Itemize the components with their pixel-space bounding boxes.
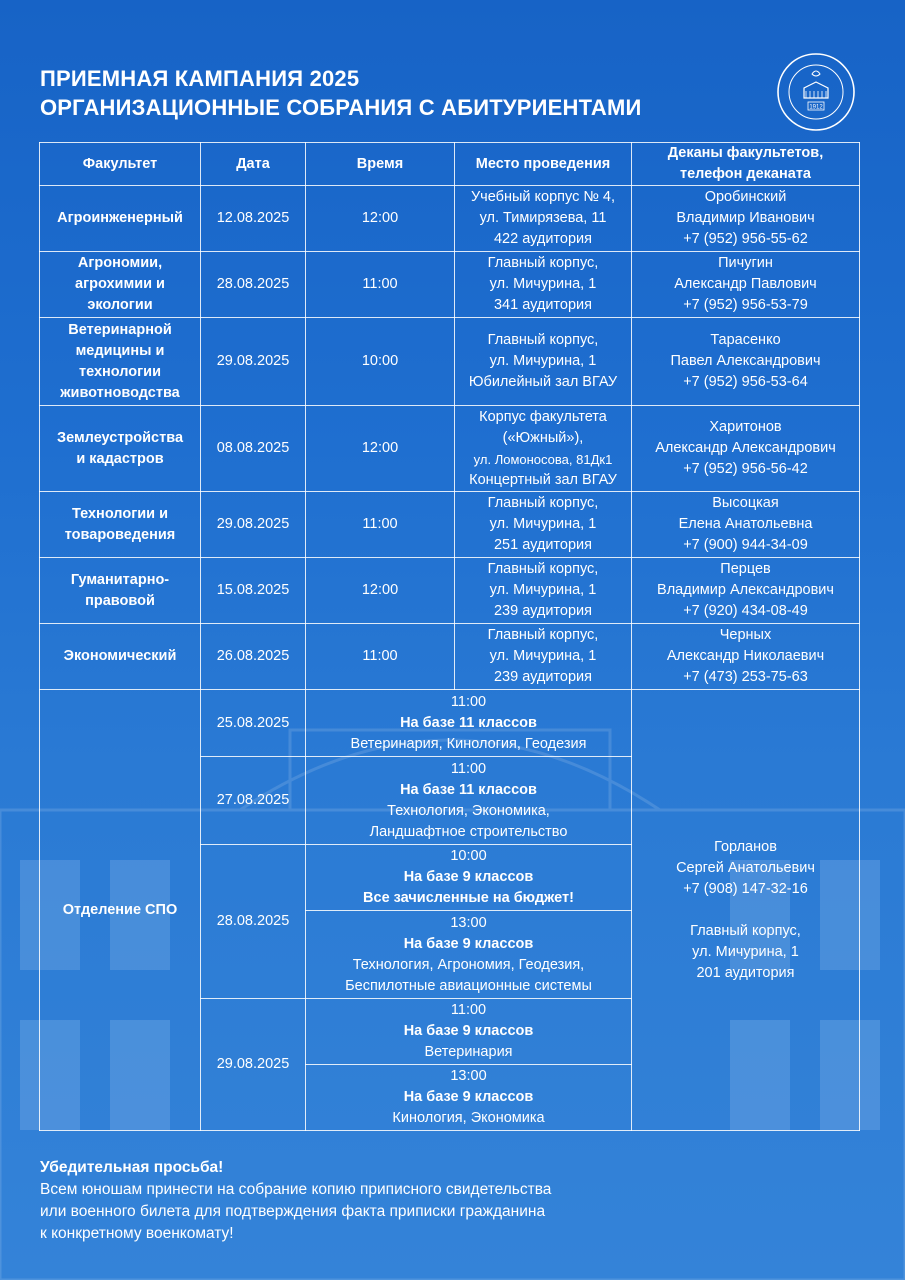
dean-line: Перцев	[720, 561, 771, 577]
dean-line: Высоцкая	[712, 495, 779, 511]
spo-session-time: 13:00	[450, 1068, 487, 1084]
table-row	[40, 186, 860, 252]
spo-session-base: На базе 9 классов	[403, 869, 534, 885]
faculty-cell	[40, 492, 201, 558]
spo-session-cell	[306, 690, 632, 757]
dean-phone: +7 (908) 147-32-16	[683, 880, 808, 897]
place-cell	[455, 492, 632, 558]
faculty-line: медицины и	[75, 342, 165, 359]
dean-cell	[632, 186, 860, 252]
faculty-cell	[40, 558, 201, 624]
faculty-line: Землеустройства	[56, 429, 184, 446]
dean-line: Пичугин	[718, 255, 773, 271]
faculty-line: животноводства	[60, 384, 180, 401]
spo-session-info: Ветеринария, Кинология, Геодезия	[350, 735, 587, 752]
spo-session-base: На базе 9 классов	[403, 1023, 534, 1039]
dean-phone: +7 (952) 956-53-64	[683, 374, 808, 390]
date-cell: 28.08.2025	[201, 252, 306, 318]
spo-session-base: На базе 9 классов	[403, 1089, 534, 1105]
notice-line: к конкретному военкомату!	[40, 1225, 234, 1242]
dean-cell	[632, 492, 860, 558]
dean-line: Владимир Иванович	[676, 210, 815, 226]
place-line: ул. Мичурина, 1	[489, 353, 597, 369]
place-cell	[455, 406, 632, 492]
spo-session-info: Все зачисленные на бюджет!	[363, 890, 574, 906]
spo-session-base: На базе 11 классов	[400, 714, 537, 731]
place-line: Главный корпус,	[487, 495, 599, 511]
spo-dean-cell	[632, 690, 860, 1131]
date-cell: 29.08.2025	[201, 318, 306, 406]
dean-line: Оробинский	[704, 189, 787, 205]
header-dean	[632, 143, 860, 186]
spo-session-info: Технология, Агрономия, Геодезия,	[352, 956, 585, 973]
notice-line: или военного билета для подтверждения факта приписки гражданина	[40, 1203, 546, 1220]
spo-date-cell: 29.08.2025	[201, 999, 306, 1131]
time-cell: 12:00	[306, 406, 455, 492]
faculty-line: правовой	[85, 592, 155, 609]
place-line: 422 аудитория	[493, 231, 592, 247]
dean-line: Сергей Анатольевич	[676, 859, 815, 876]
spo-session-time: 11:00	[450, 693, 487, 710]
spo-session-base: На базе 9 классов	[403, 935, 534, 952]
place-line: Юбилейный зал ВГАУ	[468, 374, 618, 390]
dean-line: Александр Александрович	[655, 440, 836, 456]
table-row	[40, 492, 860, 558]
header-place: Место проведения	[455, 143, 632, 186]
time-cell: 12:00	[306, 558, 455, 624]
notice-block	[40, 1157, 551, 1245]
faculty-cell	[40, 186, 201, 252]
spo-date-cell: 27.08.2025	[201, 757, 306, 845]
spo-date-cell: 25.08.2025	[201, 690, 306, 757]
university-logo-icon	[776, 52, 856, 132]
dean-line: Горланов	[714, 838, 777, 855]
dean-cell	[632, 558, 860, 624]
faculty-line: технологии	[78, 363, 162, 380]
spo-session-info: Беспилотные авиационные системы	[345, 977, 592, 994]
date-cell: 08.08.2025	[201, 406, 306, 492]
place-line: 239 аудитория	[493, 603, 592, 619]
place-line: Учебный корпус № 4,	[470, 189, 616, 205]
faculty-line: экологии	[87, 297, 153, 313]
faculty-line: Экономический	[63, 648, 177, 664]
place-line: Главный корпус,	[487, 561, 599, 577]
spo-session-cell	[306, 911, 632, 999]
time-cell: 12:00	[306, 186, 455, 252]
place-cell	[455, 252, 632, 318]
faculty-line: Агроинженерный	[57, 210, 183, 226]
dean-line: Харитонов	[709, 419, 782, 435]
faculty-line: Ветеринарной	[68, 321, 172, 338]
notice-heading: Убедительная просьба!	[40, 1159, 224, 1176]
place-line: Главный корпус,	[487, 627, 599, 643]
place-line: 341 аудитория	[493, 297, 592, 313]
place-line: Главный корпус,	[487, 332, 599, 348]
header-dean-line-1: Деканы факультетов,	[667, 145, 824, 161]
dean-cell	[632, 318, 860, 406]
place-line: ул. Тимирязева, 11	[479, 210, 607, 226]
faculty-line: и кадастров	[76, 450, 164, 467]
header-dean-line-2: телефон деканата	[680, 166, 811, 182]
place-cell	[455, 558, 632, 624]
dean-line: Елена Анатольевна	[678, 516, 813, 532]
spo-session-info: Технология, Экономика,	[387, 802, 550, 819]
spo-session-info: Ландшафтное строительство	[369, 823, 568, 840]
dean-line: Павел Александрович	[670, 353, 821, 369]
spo-date-cell: 28.08.2025	[201, 845, 306, 999]
place-line: Концертный зал ВГАУ	[469, 471, 617, 488]
dean-phone: +7 (952) 956-56-42	[683, 461, 808, 477]
page-title	[40, 64, 642, 122]
dean-cell	[632, 624, 860, 690]
table-row	[40, 406, 860, 492]
date-cell: 29.08.2025	[201, 492, 306, 558]
notice-line: Всем юношам принести на собрание копию приписного свидетельства	[40, 1181, 552, 1198]
header-date: Дата	[201, 143, 306, 186]
place-line: Корпус факультета	[479, 408, 607, 425]
spo-session-cell	[306, 757, 632, 845]
place-line: ул. Мичурина, 1	[489, 648, 597, 664]
faculty-line: Гуманитарно-	[70, 571, 170, 588]
dean-line: Черных	[719, 627, 772, 643]
time-cell: 11:00	[306, 624, 455, 690]
faculty-cell	[40, 624, 201, 690]
dean-phone: +7 (920) 434-08-49	[683, 603, 808, 619]
place-line: ул. Ломоносова, 81Дк1	[473, 451, 613, 467]
spo-session-base: На базе 11 классов	[400, 781, 537, 798]
table-row	[40, 252, 860, 318]
faculty-cell	[40, 318, 201, 406]
spo-session-cell	[306, 1065, 632, 1131]
spo-session-time: 10:00	[450, 848, 487, 864]
place-line: ул. Мичурина, 1	[489, 276, 597, 292]
spo-session-cell	[306, 845, 632, 911]
table-row	[40, 624, 860, 690]
date-cell: 26.08.2025	[201, 624, 306, 690]
spo-session-cell	[306, 999, 632, 1065]
place-cell	[455, 318, 632, 406]
place-cell	[455, 624, 632, 690]
spo-session-time: 13:00	[450, 914, 487, 931]
dean-cell	[632, 252, 860, 318]
header-faculty: Факультет	[40, 143, 201, 186]
dean-spacer	[635, 900, 856, 921]
dean-phone: +7 (900) 944-34-09	[683, 537, 808, 553]
time-cell: 11:00	[306, 252, 455, 318]
dean-phone: +7 (473) 253-75-63	[683, 669, 808, 685]
date-cell: 15.08.2025	[201, 558, 306, 624]
place-line: 251 аудитория	[493, 537, 592, 553]
place-line: ул. Мичурина, 1	[489, 516, 597, 532]
dean-cell	[632, 406, 860, 492]
header-time: Время	[306, 143, 455, 186]
place-line: («Южный»),	[502, 429, 584, 446]
faculty-line: Агрономии,	[77, 255, 163, 271]
title-line-1: ПРИЕМНАЯ КАМПАНИЯ 2025	[40, 66, 360, 91]
time-cell: 10:00	[306, 318, 455, 406]
dean-line: Александр Павлович	[674, 276, 817, 292]
spo-session-time: 11:00	[450, 760, 487, 777]
faculty-line: Технологии и	[71, 505, 168, 522]
faculty-cell	[40, 406, 201, 492]
logo-year: 1912	[809, 104, 823, 111]
faculty-cell	[40, 252, 201, 318]
dean-line: Владимир Александрович	[657, 582, 834, 598]
title-line-2: ОРГАНИЗАЦИОННЫЕ СОБРАНИЯ С АБИТУРИЕНТАМИ	[40, 95, 642, 120]
spo-row	[40, 690, 860, 757]
spo-session-info: Ветеринария	[424, 1044, 513, 1060]
place-line: 239 аудитория	[493, 669, 592, 685]
dean-phone: +7 (952) 956-55-62	[683, 231, 808, 247]
date-cell: 12.08.2025	[201, 186, 306, 252]
schedule-table	[39, 142, 860, 1131]
dean-phone: +7 (952) 956-53-79	[683, 297, 808, 313]
dean-line: 201 аудитория	[696, 964, 795, 981]
dean-line: Тарасенко	[710, 332, 781, 348]
table-header-row	[40, 143, 860, 186]
dean-line: Главный корпус,	[690, 922, 801, 939]
faculty-line: товароведения	[64, 526, 176, 543]
faculty-line: агрохимии и	[75, 276, 165, 292]
place-line: Главный корпус,	[487, 255, 599, 271]
spo-session-time: 11:00	[450, 1002, 487, 1018]
spo-session-info: Кинология, Экономика	[392, 1110, 545, 1126]
place-cell	[455, 186, 632, 252]
dean-line: Александр Николаевич	[666, 648, 825, 664]
time-cell: 11:00	[306, 492, 455, 558]
dean-line: ул. Мичурина, 1	[692, 943, 799, 960]
spo-faculty-cell: Отделение СПО	[40, 690, 201, 1131]
place-line: ул. Мичурина, 1	[489, 582, 597, 598]
table-row	[40, 558, 860, 624]
table-row	[40, 318, 860, 406]
